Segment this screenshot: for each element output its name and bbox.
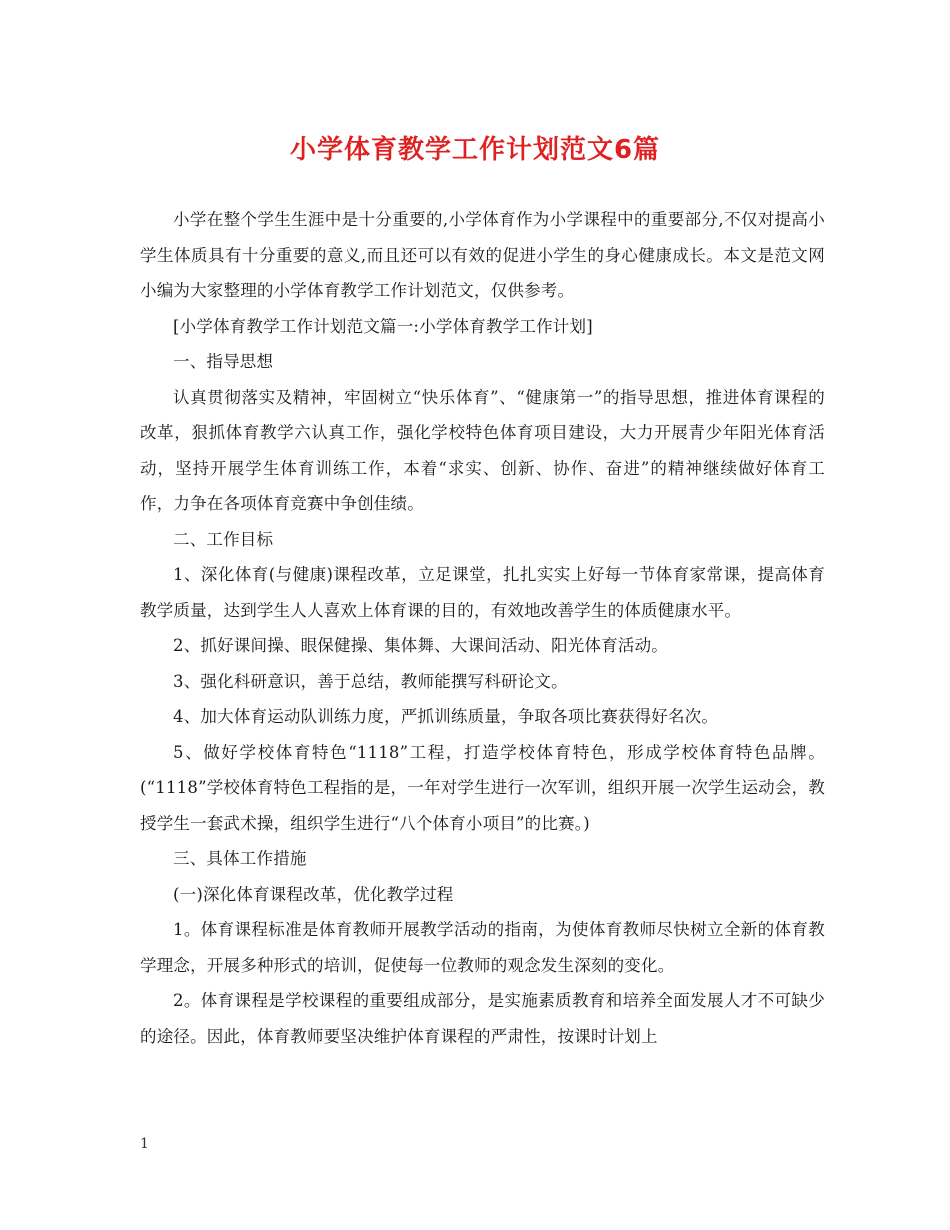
paragraph-measure-1: 1。体育课程标准是体育教师开展教学活动的指南，为使体育教师尽快树立全新的体育教学理念，开展多种形式的培训，促使每一位教师的观念发生深刻的变化。	[140, 920, 825, 975]
section-heading-work-goals: 二、工作目标	[173, 529, 274, 549]
paragraph-goal-1: 1、深化体育(与健康)课程改革，立足课堂，扎扎实实上好每一节体育家常课，提高体育教学质量，达到学生人人喜欢上体育课的目的，有效地改善学生的体质健康水平。	[140, 565, 825, 620]
section-heading-measures: 三、具体工作措施	[173, 849, 307, 868]
paragraph-intro: 小学在整个学生生涯中是十分重要的,小学体育作为小学课程中的重要部分,不仅对提高小学生体质具有十分重要的意义,而且还可以有效的促进小学生的身心健康成长。本文是范文网小编为大家整理的小学体育教学工作计划范文，仅供参考。	[140, 210, 825, 300]
document-body	[140, 202, 825, 1054]
paragraph-guiding-ideology: 认真贯彻落实及精神，牢固树立“快乐体育”、“健康第一”的指导思想，推进体育课程的改革，狠抓体育教学六认真工作，强化学校特色体育项目建设，大力开展青少年阳光体育活动，坚持开展学生体育训练工作，本着“求实、创新、协作、奋进”的精神继续做好体育工作，力争在各项体育竞赛中争创佳绩。	[140, 387, 825, 513]
paragraph-goal-2: 2、抓好课间操、眼保健操、集体舞、大课间活动、阳光体育活动。	[173, 636, 668, 655]
subsection-heading-curriculum-reform: (一)深化体育课程改革，优化教学过程	[173, 884, 454, 904]
paragraph-measure-2: 2。体育课程是学校课程的重要组成部分，是实施素质教育和培养全面发展人才不可缺少的途径。因此，体育教师要坚决维护体育课程的严肃性，按课时计划上	[140, 991, 825, 1046]
document-title: 小学体育教学工作计划范文6篇	[289, 135, 661, 165]
paragraph-goal-4: 4、加大体育运动队训练力度，严抓训练质量，争取各项比赛获得好名次。	[173, 707, 719, 726]
page-number: 1	[140, 1136, 149, 1152]
paragraph-article-heading: [小学体育教学工作计划范文篇一:小学体育教学工作计划]	[173, 316, 593, 336]
section-heading-guiding-ideology: 一、指导思想	[173, 352, 274, 371]
paragraph-goal-5: 5、做好学校体育特色“1118”工程，打造学校体育特色，形成学校体育特色品牌。(“1118”学校体育特色工程指的是，一年对学生进行一次军训，组织开展一次学生运动会，教授学生一套武术操，组织学生进行“八个体育小项目”的比赛。)	[140, 742, 825, 833]
paragraph-goal-3: 3、强化科研意识，善于总结，教师能撰写科研论文。	[173, 671, 568, 691]
